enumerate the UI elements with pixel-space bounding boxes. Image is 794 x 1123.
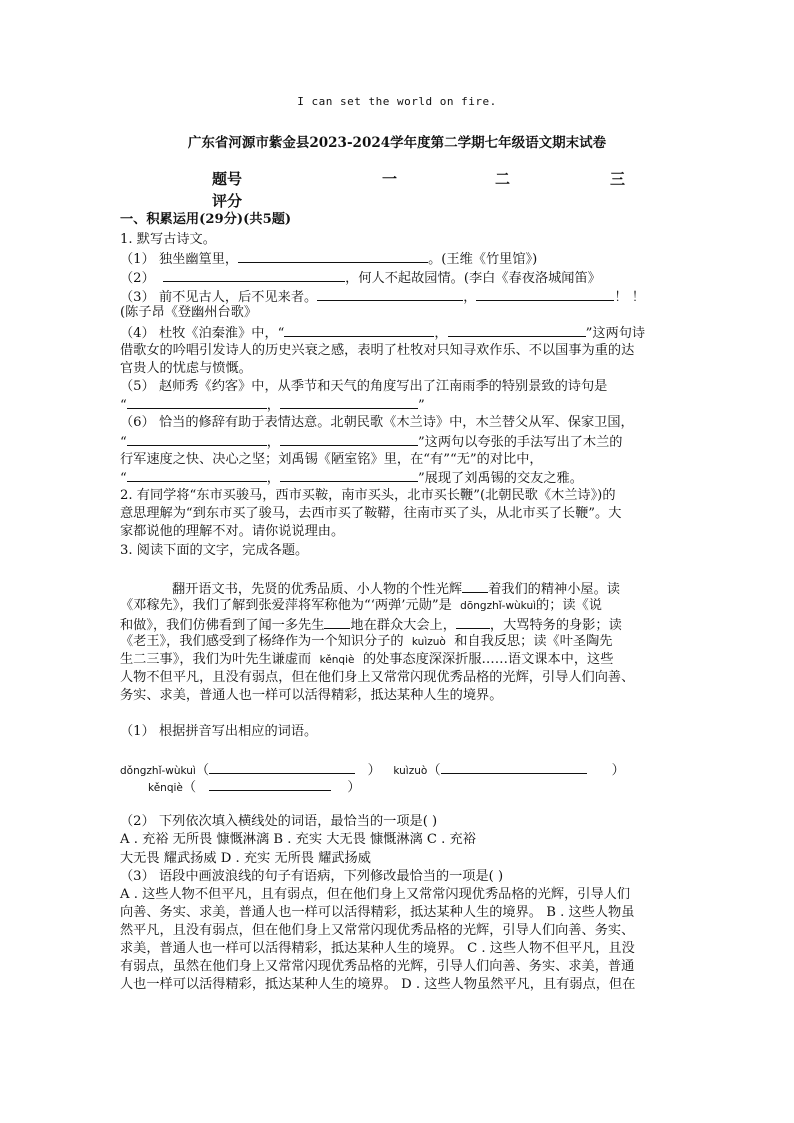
q1-item-4-line3: 官贵人的忧虑与愤慨。	[120, 361, 252, 376]
score-table-col-3: 三	[610, 170, 626, 188]
answer-blank[interactable]	[127, 467, 267, 482]
q1-item-3-text: （3） 前不见古人，后不见来者。	[120, 290, 318, 305]
q3-sub-3-line-6: 人也一样可以活得精彩，抵达某种人生的境界。 D . 这些人物虽然平凡，且有弱点，但在	[120, 977, 636, 992]
q3-passage-line-2	[120, 596, 680, 616]
paren-close: ）	[367, 763, 381, 778]
q1-item-6-line4	[120, 467, 680, 488]
q2-line-1: 2. 有同学将“东市买骏马，西市买鞍，南市买头，北市买长鞭”(北朝民歌《木兰诗》)的	[120, 488, 616, 503]
q1-item-4-text: （4） 杜牧《泊秦淮》中，“	[120, 326, 285, 341]
q3-stem: 3. 阅读下面的文字，完成各题。	[120, 543, 309, 558]
section-heading: 一、积累运用(29分)(共5题)	[120, 212, 292, 227]
paren-close: ）	[611, 763, 625, 778]
passage-text: 《老王》，我们感受到了杨绛作为一个知识分子的	[120, 634, 404, 649]
passage-text: 的处事态度深深折服……语文课本中，这些	[362, 652, 614, 667]
answer-blank[interactable]	[280, 467, 418, 482]
q1-item-3-source: (陈子昂《登幽州台歌》	[120, 305, 258, 320]
answer-blank[interactable]	[317, 286, 463, 301]
passage-text: ，大骂特务的身影；读	[489, 618, 622, 633]
q1-item-4-comma: ，	[434, 326, 448, 341]
q3-sub-3: （3） 语段中画波浪线的句子有语病，下列修改最恰当的一项是( )	[120, 869, 504, 884]
answer-blank[interactable]	[456, 614, 490, 629]
q1-item-6-tail2: ”展现了刘禹锡的交友之雅。	[417, 471, 583, 486]
score-table-score-label: 评分	[212, 192, 243, 210]
passage-text: 翻开语文书，先贤的优秀品质、小人物的个性光辉	[172, 582, 463, 597]
answer-blank[interactable]	[441, 759, 587, 774]
q1-item-6-tail: ”这两句以夸张的手法写出了木兰的	[417, 435, 623, 450]
q3-sub-3-line-1: A . 这些人物不但平凡，且有弱点，但在他们身上又常常闪现优秀品格的光辉，引导人们	[120, 887, 631, 902]
q3-sub-3-line-5: 有弱点，虽然在他们身上又常常闪现优秀品格的光辉，引导人们向善、务实、求美，普通	[120, 959, 635, 974]
answer-blank[interactable]	[127, 431, 267, 446]
passage-text: 地在群众大会上，	[350, 618, 456, 633]
answer-blank[interactable]	[280, 431, 418, 446]
q1-item-5-comma: ，	[266, 398, 280, 413]
score-table-col-1: 一	[382, 170, 398, 188]
paren-open: （	[195, 763, 210, 778]
q1-item-5-close: ”	[417, 398, 425, 413]
pinyin-text: dǒngzhǐ-wùkuì	[120, 765, 196, 777]
q1-item-5-answer	[120, 394, 680, 415]
q1-item-1-source: 。(王维《竹里馆》)	[428, 252, 538, 267]
paren-open: （	[182, 780, 197, 795]
pinyin-text: dōngzhǐ-wùkuì	[460, 600, 537, 612]
q1-item-6-line2	[120, 431, 680, 452]
pinyin-text: kuìzuò	[411, 636, 446, 648]
answer-blank[interactable]	[209, 776, 331, 791]
pinyin-text: kěnqiè	[148, 782, 183, 794]
answer-blank[interactable]	[448, 322, 586, 337]
pinyin-text: kěnqiè	[319, 654, 355, 666]
q3-passage-line-7: 务实、求美，普通人也一样可以活得精彩，抵达某种人生的境界。	[120, 688, 503, 703]
answer-blank[interactable]	[476, 286, 614, 301]
q1-item-6-comma2: ，	[266, 471, 280, 486]
pinyin-text: kuìzuò	[393, 765, 428, 777]
answer-blank[interactable]	[163, 267, 345, 282]
passage-text: 着我们的精神小屋。读	[488, 582, 620, 597]
q1-stem: 1. 默写古诗文。	[120, 232, 216, 247]
passage-text: 和自我反思；读《叶圣陶先	[454, 634, 613, 649]
q1-item-6: （6） 恰当的修辞有助于表情达意。北朝民歌《木兰诗》中，木兰替父从军、保家卫国，	[120, 415, 634, 430]
q1-item-3-comma: ，	[463, 290, 477, 305]
q1-item-5: （5） 赵师秀《约客》中，从季节和天气的角度写出了江南雨季的特别景致的诗句是	[120, 379, 608, 394]
passage-text: 《邓稼先》，我们了解到张爱萍将军称他为“‘两弹’元勋”是	[120, 598, 452, 613]
q1-item-1	[120, 248, 680, 269]
q3-passage-line-6: 人物不但平凡，且没有弱点，但在他们身上又常常闪现优秀品格的光辉，引导人们向善、	[120, 670, 635, 685]
q1-item-1-text: （1） 独坐幽篁里，	[120, 252, 239, 267]
q1-item-2-num: （2）	[120, 271, 155, 286]
q1-item-6-open: “	[120, 435, 127, 450]
exam-title: 广东省河源市紫金县2023-2024学年度第二学期七年级语文期末试卷	[187, 135, 607, 151]
q3-sub-2-options-1: A . 充裕 无所畏 慷慨淋漓 B . 充实 大无畏 慷慨淋漓 C . 充裕	[120, 832, 476, 847]
answer-blank[interactable]	[209, 759, 355, 774]
q3-sub-3-line-3: 然平凡，且没有弱点，但在他们身上又常常闪现优秀品格的光辉，引导人们向善、务实、	[120, 923, 635, 938]
q3-sub-2-options-2: 大无畏 耀武扬威 D . 充实 无所畏 耀武扬威	[120, 851, 371, 866]
passage-text: 生二三事》，我们为叶先生谦虚而	[120, 652, 312, 667]
answer-blank[interactable]	[238, 248, 428, 263]
q1-item-6-line3: 行军速度之快、决心之坚；刘禹锡《陋室铭》里，在“有”“无”的对比中，	[120, 452, 543, 467]
q2-line-2: 意思理解为“到东市买了骏马，去西市买了鞍鞯，往南市买了头，从北市买了长鞭”。大	[120, 506, 622, 521]
score-table-question-label: 题号	[212, 170, 243, 188]
q1-item-2-text: ，何人不起故园情。(李白《春夜洛城闻笛》	[345, 271, 601, 286]
paren-open: （	[427, 763, 441, 778]
header-motto: I can set the world on fire.	[297, 95, 497, 108]
q1-item-6-open2: “	[120, 471, 127, 486]
q3-sub-3-line-2: 向善、务实、求美，普通人也一样可以活得精彩，抵达某种人生的境界。 B . 这些人物虽	[120, 905, 635, 920]
q1-item-4-tail: ”这两句诗	[585, 326, 646, 341]
q1-item-4	[120, 322, 680, 343]
q1-item-4-line2: 借歌女的吟唱引发诗人的历史兴衰之感，表明了杜牧对只知寻欢作乐、不以国事为重的达	[120, 343, 635, 358]
answer-blank[interactable]	[280, 394, 418, 409]
answer-blank[interactable]	[462, 578, 488, 593]
q3-sub-1-row-2	[148, 776, 708, 798]
score-table-col-2: 二	[495, 170, 511, 188]
answer-blank[interactable]	[324, 614, 350, 629]
passage-text: 和做》，我们仿佛看到了闻一多先生	[120, 618, 325, 633]
q3-passage-line-4	[120, 632, 680, 652]
answer-blank[interactable]	[127, 394, 267, 409]
q1-item-6-comma: ，	[266, 435, 280, 450]
passage-text: 的；读《说	[536, 598, 602, 613]
q1-item-2	[120, 267, 680, 288]
q1-item-5-open: “	[120, 398, 127, 413]
q3-sub-2: （2） 下列依次填入横线处的词语，最恰当的一项是( )	[120, 814, 438, 829]
answer-blank[interactable]	[284, 322, 434, 337]
paren-close: ）	[347, 780, 361, 795]
q1-item-3-end: ！ ！	[614, 290, 645, 305]
q3-passage-line-5	[120, 650, 680, 670]
q3-sub-3-line-4: 求美，普通人也一样可以活得精彩，抵达某种人生的境界。 C . 这些人物不但平凡，且没	[120, 941, 635, 956]
q3-sub-1: （1） 根据拼音写出相应的词语。	[120, 724, 318, 739]
q2-line-3: 家都说他的理解不对。请你说说理由。	[120, 524, 345, 539]
